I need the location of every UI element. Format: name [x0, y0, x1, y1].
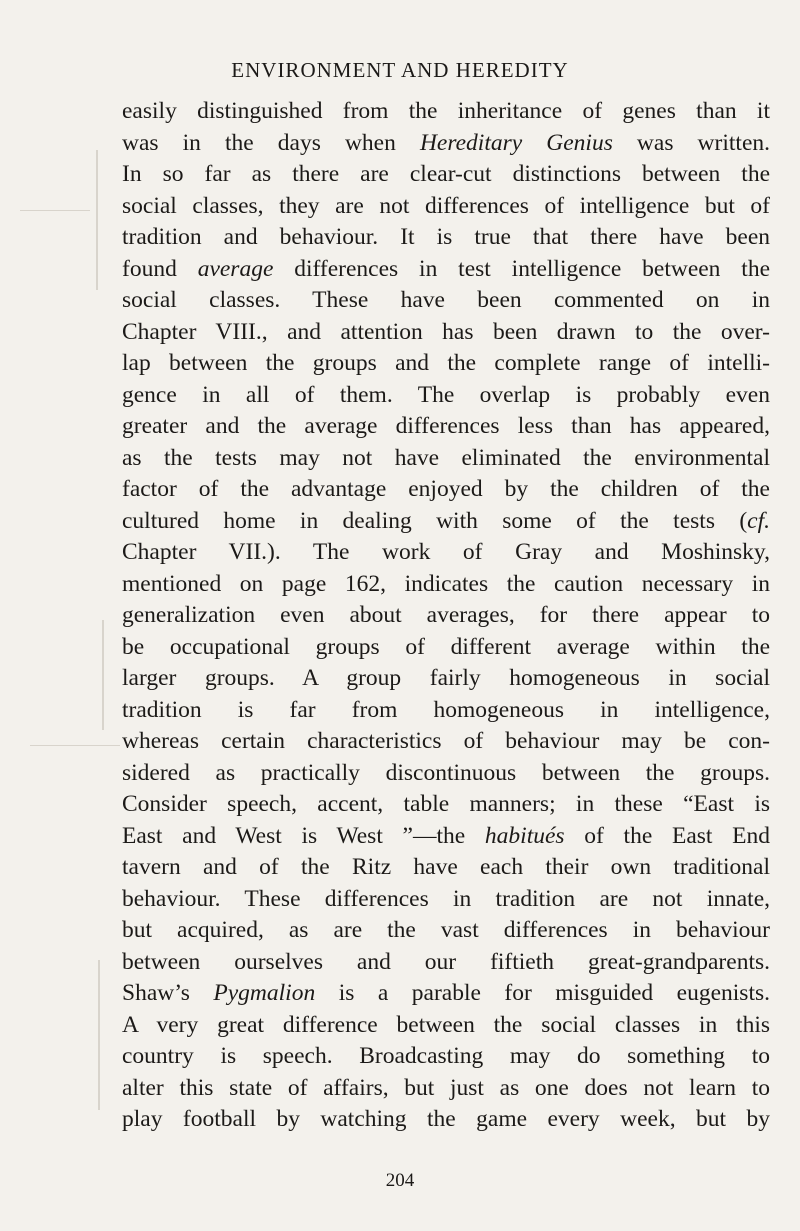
text-run: East and West is West ”—the — [122, 822, 485, 849]
text-line — [122, 1010, 770, 1042]
text-run: larger groups. A group fairly homogeneous in social — [122, 665, 770, 691]
text-run: whereas certain characteristics of behaviour may be con- — [122, 728, 770, 754]
text-line — [122, 789, 770, 821]
text-run: was written. — [612, 129, 770, 156]
text-line — [122, 695, 770, 727]
text-line — [122, 537, 770, 569]
text-run: of the East End — [564, 822, 770, 849]
show-through-mark — [96, 150, 98, 290]
text-line — [122, 726, 770, 758]
text-run: was in the days when — [122, 129, 420, 156]
text-line — [122, 254, 770, 286]
italic-text-run: average — [197, 255, 274, 282]
italic-text-run: cf. — [747, 507, 770, 534]
text-line — [122, 915, 770, 947]
text-run: Shaw’s — [122, 980, 214, 1006]
text-run: between ourselves and our fiftieth great-grandparents. — [122, 948, 770, 975]
italic-text-run: Hereditary Genius — [419, 129, 613, 156]
text-run: generalization even about averages, for there appear to — [122, 602, 770, 628]
text-run: social classes. These have been commented on in — [122, 287, 770, 313]
text-run: differences in test intelligence between the — [273, 255, 770, 282]
text-line — [122, 348, 770, 380]
text-run: gence in all of them. The overlap is probably even — [122, 381, 770, 408]
text-run: In so far as there are clear-cut distinctions between the — [122, 161, 770, 187]
show-through-mark — [30, 745, 120, 746]
text-run: tradition and behaviour. It is true that there have been — [122, 224, 770, 250]
show-through-mark — [102, 620, 104, 730]
text-run: but acquired, as are the vast differences in behaviour — [122, 917, 770, 943]
text-line — [122, 222, 770, 254]
text-line — [122, 285, 770, 317]
running-head: ENVIRONMENT AND HEREDITY — [231, 58, 569, 82]
text-run: tavern and of the Ritz have each their own traditional — [122, 854, 770, 880]
text-line — [122, 947, 770, 979]
text-run: factor of the advantage enjoyed by the children of the — [122, 476, 770, 502]
body-text — [122, 96, 770, 1136]
text-run: as the tests may not have eliminated the environmental — [122, 444, 770, 471]
text-line — [122, 128, 770, 160]
text-line — [122, 443, 770, 475]
text-line — [122, 317, 770, 349]
text-run: Consider speech, accent, table manners; in these “East is — [122, 791, 770, 817]
text-run: mentioned on page 162, indicates the caution necessary in — [122, 570, 770, 597]
text-line — [122, 1041, 770, 1073]
text-run: tradition is far from homogeneous in intelligence, — [122, 696, 770, 723]
text-line — [122, 663, 770, 695]
text-run: found — [122, 255, 198, 282]
text-line — [122, 506, 770, 538]
text-run: alter this state of affairs, but just as one does not learn to — [122, 1074, 770, 1101]
text-run: lap between the groups and the complete range of intelli- — [122, 350, 770, 376]
text-line — [122, 411, 770, 443]
text-run: cultured home in dealing with some of the tests ( — [122, 507, 748, 534]
text-line — [122, 474, 770, 506]
text-line — [122, 1073, 770, 1105]
text-line — [122, 978, 770, 1010]
show-through-mark — [20, 210, 90, 211]
show-through-mark — [98, 960, 100, 1110]
text-run: social classes, they are not differences of intelligence but of — [122, 192, 770, 219]
text-run: be occupational groups of different average within the — [122, 633, 770, 660]
text-run: Chapter VII.). The work of Gray and Moshinsky, — [122, 539, 770, 565]
italic-text-run: Pygmalion — [213, 980, 316, 1006]
text-run: is a parable for misguided eugenists. — [315, 980, 770, 1006]
text-line — [122, 96, 770, 128]
text-run: A very great difference between the social classes in this — [122, 1011, 770, 1038]
text-run: sidered as practically discontinuous between the groups. — [122, 759, 770, 786]
text-run: easily distinguished from the inheritance of genes than it — [122, 98, 770, 124]
text-line — [122, 1104, 770, 1136]
text-line — [122, 569, 770, 601]
text-line — [122, 159, 770, 191]
text-line — [122, 380, 770, 412]
text-run: country is speech. Broadcasting may do something to — [122, 1043, 770, 1069]
text-line — [122, 821, 770, 853]
italic-text-run: habitués — [484, 822, 565, 849]
text-line — [122, 884, 770, 916]
text-run: Chapter VIII., and attention has been drawn to the over- — [122, 318, 770, 345]
text-line — [122, 852, 770, 884]
text-line — [122, 191, 770, 223]
text-line — [122, 758, 770, 790]
page-number: 204 — [385, 1170, 415, 1191]
text-line — [122, 632, 770, 664]
text-line — [122, 600, 770, 632]
text-run: play football by watching the game every week, but by — [122, 1106, 770, 1132]
text-run: greater and the average differences less than has appeared, — [122, 413, 770, 439]
text-run: behaviour. These differences in tradition are not innate, — [122, 885, 770, 912]
